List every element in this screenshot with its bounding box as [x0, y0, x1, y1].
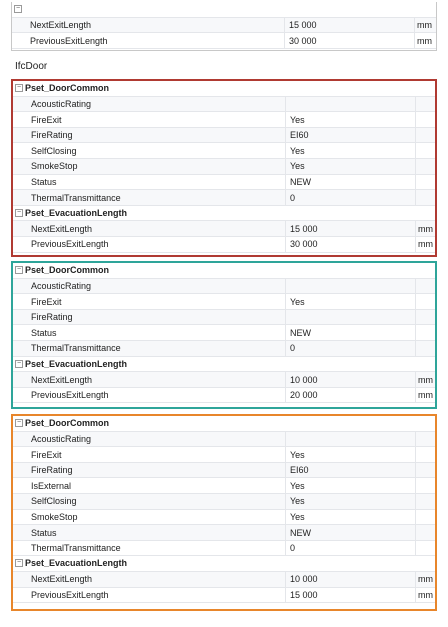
- column-divider: [285, 190, 286, 205]
- top-property-panel: [11, 2, 437, 51]
- column-divider: [415, 294, 416, 309]
- property-row[interactable]: [13, 525, 435, 541]
- property-value[interactable]: NEW: [290, 527, 311, 538]
- property-row[interactable]: [13, 97, 435, 113]
- property-row[interactable]: [13, 279, 435, 295]
- property-unit: mm: [418, 374, 433, 385]
- pset-name: Pset_DoorCommon: [25, 83, 110, 93]
- property-value[interactable]: Yes: [290, 296, 305, 307]
- property-unit: mm: [417, 35, 432, 46]
- property-value[interactable]: Yes: [290, 512, 305, 523]
- column-divider: [415, 190, 416, 205]
- property-value[interactable]: 0: [290, 543, 296, 554]
- property-name: NextExitLength: [31, 574, 93, 585]
- property-name: FireRating: [31, 465, 73, 476]
- property-name: SelfClosing: [31, 496, 77, 507]
- column-divider: [285, 510, 286, 525]
- pset-header[interactable]: [13, 416, 435, 432]
- column-divider: [285, 310, 286, 325]
- minus-icon[interactable]: −: [16, 419, 22, 426]
- property-value[interactable]: 15 000: [290, 223, 318, 234]
- column-divider: [285, 143, 286, 158]
- property-row[interactable]: [13, 341, 435, 357]
- panel-rows: [13, 416, 435, 603]
- column-divider: [285, 447, 286, 462]
- property-name: ThermalTransmittance: [31, 192, 121, 203]
- property-value[interactable]: 10 000: [290, 574, 318, 585]
- property-value[interactable]: Yes: [290, 145, 305, 156]
- property-name: AcousticRating: [31, 281, 92, 292]
- column-divider: [415, 572, 416, 587]
- column-divider: [285, 341, 286, 356]
- pset-header[interactable]: [13, 206, 435, 222]
- column-divider: [285, 432, 286, 447]
- minus-icon[interactable]: −: [16, 84, 22, 91]
- property-row[interactable]: [13, 588, 435, 604]
- column-divider: [415, 510, 416, 525]
- property-name: PreviousExitLength: [31, 390, 109, 401]
- panel-rows: [13, 263, 435, 403]
- property-value[interactable]: NEW: [290, 327, 311, 338]
- property-value[interactable]: 0: [290, 192, 296, 203]
- property-value[interactable]: EI60: [290, 465, 309, 476]
- top-panel-rows: [12, 2, 436, 49]
- column-divider: [285, 541, 286, 556]
- property-row[interactable]: [12, 18, 436, 34]
- property-row[interactable]: [13, 388, 435, 404]
- pset-header[interactable]: [13, 263, 435, 279]
- property-value[interactable]: Yes: [290, 480, 305, 491]
- property-name: FireExit: [31, 114, 62, 125]
- column-divider: [415, 237, 416, 252]
- property-row[interactable]: [13, 510, 435, 526]
- minus-icon[interactable]: −: [16, 359, 22, 367]
- property-row[interactable]: [13, 112, 435, 128]
- property-row[interactable]: [13, 310, 435, 326]
- property-value[interactable]: 30 000: [290, 239, 318, 250]
- door-panel-orange: [11, 414, 437, 611]
- minus-icon[interactable]: −: [16, 559, 22, 567]
- property-value[interactable]: 10 000: [290, 374, 318, 385]
- pset-name: Pset_EvacuationLength: [25, 358, 128, 369]
- column-divider: [415, 159, 416, 174]
- column-divider: [285, 112, 286, 127]
- column-divider: [415, 372, 416, 387]
- property-name: PreviousExitLength: [31, 239, 109, 250]
- column-divider: [285, 159, 286, 174]
- property-value[interactable]: Yes: [290, 496, 305, 507]
- column-divider: [285, 372, 286, 387]
- column-divider: [415, 588, 416, 603]
- column-divider: [415, 175, 416, 190]
- property-name: PreviousExitLength: [30, 35, 108, 46]
- property-unit: mm: [418, 239, 433, 250]
- column-divider: [285, 588, 286, 603]
- column-divider: [285, 572, 286, 587]
- property-name: Status: [31, 527, 57, 538]
- property-row[interactable]: [13, 237, 435, 253]
- property-unit: mm: [418, 574, 433, 585]
- column-divider: [284, 18, 285, 33]
- property-name: FireExit: [31, 296, 62, 307]
- column-divider: [285, 525, 286, 540]
- property-name: NextExitLength: [31, 374, 93, 385]
- property-row[interactable]: [13, 572, 435, 588]
- column-divider: [415, 525, 416, 540]
- door-panel-teal: [11, 261, 437, 409]
- property-name: FireRating: [31, 312, 73, 323]
- property-row[interactable]: [13, 494, 435, 510]
- column-divider: [415, 97, 416, 112]
- column-divider: [415, 341, 416, 356]
- pset-header[interactable]: [13, 357, 435, 373]
- minus-icon[interactable]: −: [16, 266, 22, 273]
- column-divider: [415, 143, 416, 158]
- property-name: AcousticRating: [31, 434, 92, 445]
- class-label: IfcDoor: [15, 61, 48, 72]
- property-unit: mm: [418, 390, 433, 401]
- property-row[interactable]: [13, 190, 435, 206]
- property-row[interactable]: [13, 432, 435, 448]
- minus-icon[interactable]: −: [15, 5, 21, 12]
- property-row[interactable]: [13, 175, 435, 191]
- column-divider: [415, 325, 416, 340]
- column-divider: [285, 237, 286, 252]
- pset-name: Pset_EvacuationLength: [25, 207, 128, 218]
- property-unit: mm: [418, 590, 433, 601]
- panel-rows: [13, 81, 435, 253]
- column-divider: [284, 33, 285, 48]
- column-divider: [415, 494, 416, 509]
- pset-name: Pset_DoorCommon: [25, 265, 110, 275]
- property-value[interactable]: Yes: [290, 449, 305, 460]
- property-row[interactable]: [13, 128, 435, 144]
- property-row[interactable]: [13, 463, 435, 479]
- property-unit: mm: [418, 223, 433, 234]
- property-name: SmokeStop: [31, 512, 78, 523]
- property-name: Status: [31, 327, 57, 338]
- column-divider: [285, 97, 286, 112]
- column-divider: [285, 463, 286, 478]
- column-divider: [415, 128, 416, 143]
- property-value[interactable]: EI60: [290, 130, 309, 141]
- property-name: FireRating: [31, 130, 73, 141]
- column-divider: [285, 294, 286, 309]
- property-value[interactable]: NEW: [290, 177, 311, 188]
- property-value[interactable]: Yes: [290, 114, 305, 125]
- column-divider: [415, 432, 416, 447]
- column-divider: [415, 112, 416, 127]
- minus-icon[interactable]: −: [16, 208, 22, 216]
- property-row[interactable]: [13, 447, 435, 463]
- property-value[interactable]: 30 000: [289, 35, 317, 46]
- pset-name: Pset_EvacuationLength: [25, 558, 128, 569]
- column-divider: [414, 18, 415, 33]
- column-divider: [415, 279, 416, 294]
- property-name: NextExitLength: [30, 20, 92, 31]
- property-name: ThermalTransmittance: [31, 543, 121, 554]
- property-name: IsExternal: [31, 480, 72, 491]
- property-name: SmokeStop: [31, 161, 78, 172]
- property-name: AcousticRating: [31, 99, 92, 110]
- property-row[interactable]: [13, 159, 435, 175]
- property-name: Status: [31, 177, 57, 188]
- column-divider: [415, 478, 416, 493]
- column-divider: [285, 494, 286, 509]
- column-divider: [415, 310, 416, 325]
- property-row[interactable]: [13, 221, 435, 237]
- property-value[interactable]: 15 000: [289, 20, 317, 31]
- column-divider: [285, 388, 286, 403]
- column-divider: [415, 463, 416, 478]
- property-name: PreviousExitLength: [31, 590, 109, 601]
- property-value[interactable]: Yes: [290, 161, 305, 172]
- property-row[interactable]: [13, 143, 435, 159]
- property-row[interactable]: [13, 325, 435, 341]
- column-divider: [285, 325, 286, 340]
- pset-header[interactable]: [12, 2, 436, 18]
- property-name: ThermalTransmittance: [31, 343, 121, 354]
- pset-name: Pset_DoorCommon: [25, 418, 110, 428]
- property-value[interactable]: 15 000: [290, 590, 318, 601]
- column-divider: [285, 279, 286, 294]
- column-divider: [414, 33, 415, 48]
- property-row[interactable]: [13, 541, 435, 557]
- column-divider: [285, 128, 286, 143]
- property-value[interactable]: 20 000: [290, 390, 318, 401]
- property-value[interactable]: 0: [290, 343, 296, 354]
- property-name: FireExit: [31, 449, 62, 460]
- property-name: SelfClosing: [31, 145, 77, 156]
- property-name: NextExitLength: [31, 223, 93, 234]
- property-row[interactable]: [13, 372, 435, 388]
- property-row[interactable]: [13, 294, 435, 310]
- column-divider: [285, 175, 286, 190]
- column-divider: [415, 447, 416, 462]
- column-divider: [415, 541, 416, 556]
- property-row[interactable]: [12, 33, 436, 49]
- property-unit: mm: [417, 20, 432, 31]
- door-panel-red: [11, 79, 437, 257]
- column-divider: [285, 221, 286, 236]
- column-divider: [415, 388, 416, 403]
- pset-header[interactable]: [13, 556, 435, 572]
- column-divider: [415, 221, 416, 236]
- column-divider: [285, 478, 286, 493]
- property-row[interactable]: [13, 478, 435, 494]
- pset-header[interactable]: [13, 81, 435, 97]
